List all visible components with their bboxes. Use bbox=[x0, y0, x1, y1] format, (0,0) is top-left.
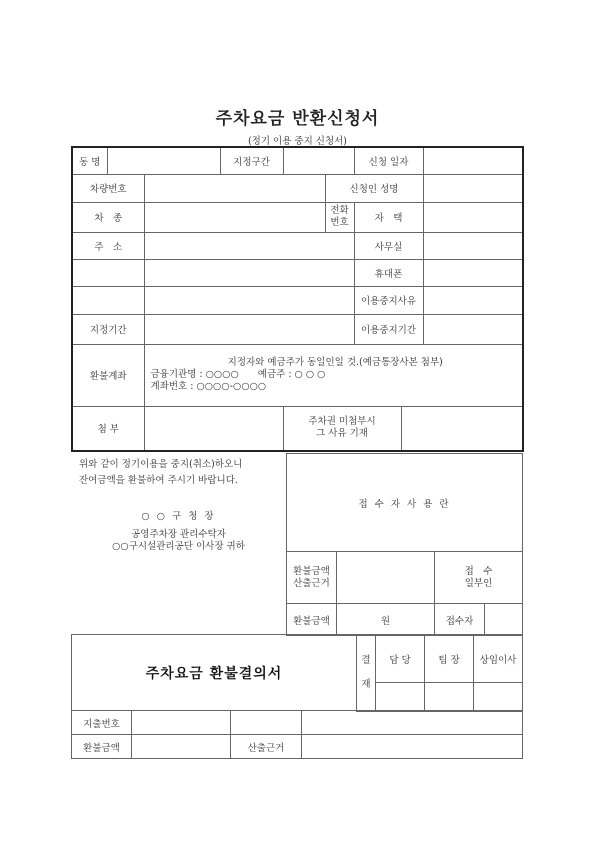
office-name: ○ ○ 구 청 장 bbox=[141, 511, 216, 522]
blank-cell bbox=[231, 711, 302, 735]
office-phone-label: 사무실 bbox=[354, 232, 423, 259]
dong-field[interactable] bbox=[107, 147, 220, 174]
refund-account-field[interactable] bbox=[144, 344, 523, 406]
sign-staff[interactable] bbox=[376, 683, 425, 712]
role-director: 상임이사 bbox=[474, 635, 523, 683]
home-phone-label: 자 택 bbox=[354, 202, 423, 232]
ticket-note: 주차권 미첨부시 그 사유 기재 bbox=[283, 406, 401, 451]
bottom-refund-amount-field[interactable] bbox=[132, 735, 231, 759]
calc-basis-field[interactable] bbox=[337, 552, 435, 604]
mobile-label: 휴대폰 bbox=[354, 259, 423, 286]
role-team-lead: 팀 장 bbox=[425, 635, 474, 683]
car-type-label: 차 종 bbox=[72, 202, 144, 232]
receiver-field[interactable] bbox=[485, 604, 523, 636]
phone-label: 전화 번호 bbox=[325, 202, 354, 232]
car-number-label: 차량번호 bbox=[72, 174, 144, 202]
reception-header: 접 수 자 사 용 란 bbox=[287, 454, 523, 552]
expense-number-label: 지출번호 bbox=[72, 711, 132, 735]
statement-line-1: 위와 같이 정기이용을 중지(취소)하오니 bbox=[79, 459, 243, 470]
stop-period-label: 이용중지기간 bbox=[354, 314, 423, 344]
address-field[interactable] bbox=[144, 232, 354, 259]
period-label: 지정기간 bbox=[72, 314, 144, 344]
application-form-table bbox=[71, 146, 524, 452]
bank-line: 금융기관명 : ○○○○ 예금주 : ○ ○ ○ bbox=[150, 369, 326, 380]
statement-block bbox=[71, 453, 286, 635]
document-subtitle: (정기 이용 중지 신청서) bbox=[247, 136, 348, 147]
apply-date-field[interactable] bbox=[423, 147, 523, 174]
decision-title: 주차요금 환불결의서 bbox=[72, 635, 357, 711]
refund-amount-won: 원 bbox=[337, 604, 435, 636]
applicant-name-field[interactable] bbox=[423, 174, 523, 202]
refund-account-label: 환불계좌 bbox=[72, 344, 144, 406]
address-label: 주 소 bbox=[72, 232, 144, 259]
home-phone-field[interactable] bbox=[423, 202, 523, 232]
office-phone-field[interactable] bbox=[423, 232, 523, 259]
blank-field[interactable] bbox=[144, 286, 354, 314]
approval-label: 결 재 bbox=[357, 635, 376, 712]
expense-number-field[interactable] bbox=[132, 711, 231, 735]
statement-line-2: 잔여금액을 환불하여 주시기 바랍니다. bbox=[79, 475, 238, 486]
address-extra-cell bbox=[72, 259, 144, 286]
manager-line-1: 공영주차장 관리수탁자 bbox=[131, 529, 226, 540]
attach-label: 첨 부 bbox=[72, 406, 144, 451]
sign-team-lead[interactable] bbox=[425, 683, 474, 712]
receiver-label: 접수자 bbox=[435, 604, 485, 636]
bottom-refund-amount-label: 환불금액 bbox=[72, 735, 132, 759]
applicant-name-label: 신청인 성명 bbox=[325, 174, 423, 202]
address-field-2[interactable] bbox=[144, 259, 354, 286]
refund-decision-table bbox=[71, 634, 523, 712]
apply-date-label: 신청 일자 bbox=[354, 147, 423, 174]
car-type-field[interactable] bbox=[144, 202, 325, 232]
bottom-calc-basis-field[interactable] bbox=[302, 735, 523, 759]
zone-label: 지정구간 bbox=[220, 147, 283, 174]
reception-table bbox=[286, 453, 523, 636]
stop-reason-field[interactable] bbox=[423, 286, 523, 314]
manager-line-2: ○○구시설관리공단 이사장 귀하 bbox=[112, 541, 245, 552]
expense-table bbox=[71, 710, 523, 759]
stop-period-field[interactable] bbox=[423, 314, 523, 344]
zone-field[interactable] bbox=[283, 147, 354, 174]
sign-director[interactable] bbox=[474, 683, 523, 712]
refund-amount-label: 환불금액 bbox=[287, 604, 337, 636]
partial-stamp-label: 접 수 일부인 bbox=[435, 552, 523, 604]
attach-field[interactable] bbox=[144, 406, 283, 451]
account-note: 지정자와 예금주가 동일인일 것.(예금통장사본 첨부) bbox=[227, 357, 443, 368]
stop-reason-label: 이용중지사유 bbox=[354, 286, 423, 314]
role-staff: 담 당 bbox=[376, 635, 425, 683]
bottom-calc-basis-label: 산출근거 bbox=[231, 735, 302, 759]
blank-label-cell bbox=[72, 286, 144, 314]
dong-label: 동 명 bbox=[72, 147, 107, 174]
blank-sign-cell bbox=[302, 711, 523, 735]
calc-basis-label: 환불금액 산출근거 bbox=[287, 552, 337, 604]
period-field[interactable] bbox=[144, 314, 354, 344]
document-title: 주차요금 반환신청서 bbox=[215, 109, 380, 129]
mobile-field[interactable] bbox=[423, 259, 523, 286]
account-line: 계좌번호 : ○○○○-○○○○ bbox=[150, 381, 267, 392]
car-number-field[interactable] bbox=[144, 174, 325, 202]
ticket-reason-field[interactable] bbox=[401, 406, 523, 451]
